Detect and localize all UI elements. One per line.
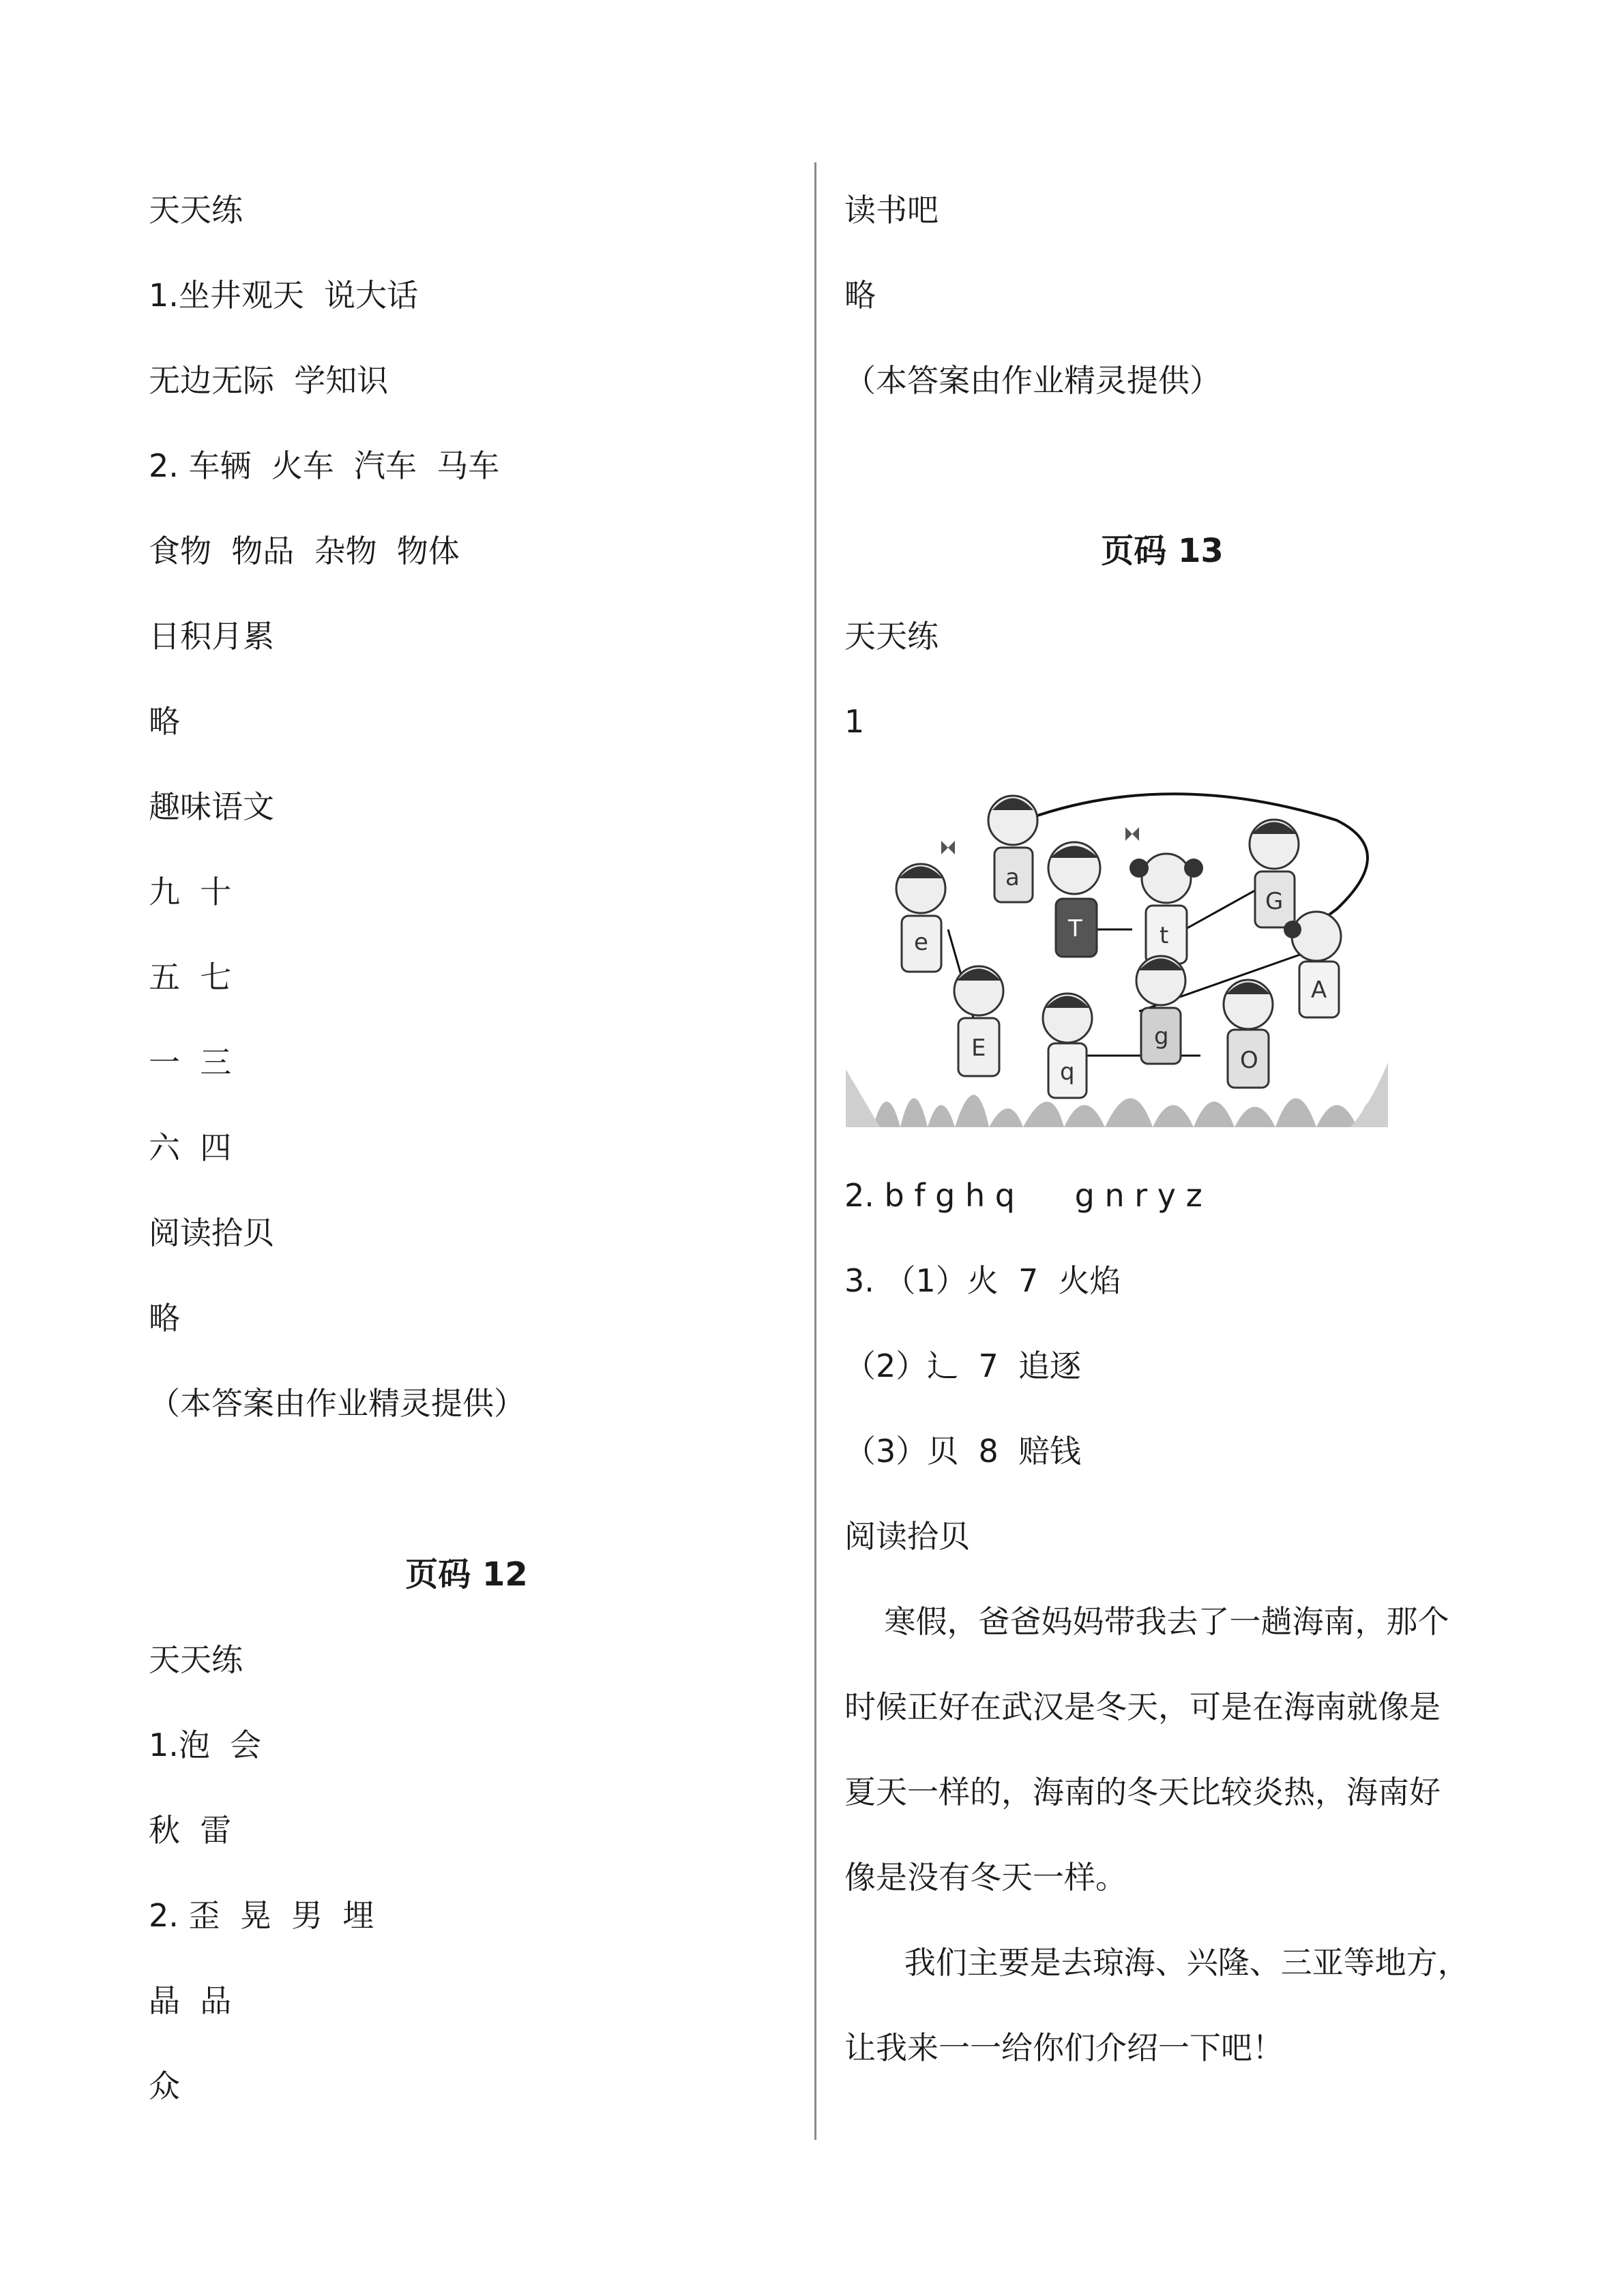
- answer-line: 一 三: [149, 1044, 232, 1081]
- letter-card: g: [1154, 1023, 1169, 1050]
- children-letters-illustration: [846, 783, 1388, 1127]
- letter-card: T: [1068, 915, 1082, 942]
- child-head: [1142, 854, 1191, 903]
- child-hair: [1130, 859, 1149, 878]
- answer-line: 略: [844, 277, 876, 314]
- section-label: 天天练: [844, 618, 939, 655]
- essay-line: 让我来一一给你们介绍一下吧！: [844, 2029, 1284, 2066]
- letter-card: E: [971, 1034, 986, 1062]
- section-label: 日积月累: [149, 618, 274, 655]
- answer-line: 1.泡 会: [149, 1727, 262, 1763]
- answer-line: 众: [149, 2068, 180, 2104]
- section-label: 阅读拾贝: [149, 1214, 274, 1251]
- answer-line: 3. （1）火 7 火焰: [844, 1262, 1121, 1299]
- essay-line: 时候正好在武汉是冬天，可是在海南就像是: [844, 1688, 1441, 1725]
- letter-card: t: [1160, 922, 1169, 949]
- answer-line: 九 十: [149, 874, 232, 910]
- letter-card: a: [1005, 864, 1020, 891]
- child-head: [1292, 912, 1341, 961]
- section-label: 阅读拾贝: [844, 1518, 970, 1555]
- answer-line: 五 七: [149, 959, 232, 996]
- child-figure: [954, 966, 1003, 1076]
- letter-card: e: [914, 929, 928, 956]
- source-note: （本答案由作业精灵提供）: [149, 1385, 525, 1422]
- letter-card: q: [1060, 1058, 1075, 1086]
- answer-line: 略: [149, 703, 180, 740]
- answer-line: 食物 物品 杂物 物体: [149, 533, 460, 569]
- essay-line: 寒假，爸爸妈妈带我去了一趟海南，那个: [844, 1603, 1449, 1640]
- answer-line: 六 四: [149, 1129, 232, 1166]
- source-note: （本答案由作业精灵提供）: [844, 362, 1221, 399]
- question-number: 1: [844, 703, 865, 740]
- child-hair: [1284, 921, 1301, 938]
- answer-line: 1.坐井观天 说大话: [149, 277, 419, 314]
- child-figure: [1250, 820, 1299, 927]
- child-figure: [1136, 956, 1185, 1064]
- answer-line: （3）贝 8 赔钱: [844, 1433, 1082, 1470]
- answer-line: 2. 歪 晃 男 埋: [149, 1897, 374, 1934]
- essay-line: 像是没有冬天一样。: [844, 1859, 1127, 1896]
- page-heading-13: 页码 13: [1101, 532, 1224, 570]
- child-figure: [896, 864, 945, 972]
- answer-line: （2）辶 7 追逐: [844, 1347, 1082, 1384]
- section-label: 天天练: [149, 1641, 243, 1678]
- section-label: 趣味语文: [149, 788, 274, 825]
- essay-line: 我们主要是去琼海、兴隆、三亚等地方，: [844, 1944, 1469, 1981]
- child-figure: [1043, 994, 1092, 1098]
- answer-line: 2. b f g h q g n r y z: [844, 1177, 1202, 1214]
- page-heading-12: 页码 12: [405, 1555, 528, 1594]
- column-divider: [814, 162, 816, 2140]
- letter-card: A: [1311, 976, 1327, 1004]
- section-label: 天天练: [149, 192, 243, 228]
- illustration-svg: [846, 783, 1388, 1127]
- child-figure: [1224, 980, 1273, 1088]
- letter-card: G: [1265, 888, 1284, 915]
- answer-line: 晶 品: [149, 1982, 232, 2019]
- answer-line: 无边无际 学知识: [149, 362, 389, 399]
- essay-line: 夏天一样的，海南的冬天比较炎热，海南好: [844, 1774, 1441, 1810]
- answer-line: 略: [149, 1300, 180, 1337]
- section-label: 读书吧: [844, 192, 939, 228]
- letter-card: O: [1240, 1047, 1258, 1074]
- answer-line: 2. 车辆 火车 汽车 马车: [149, 447, 500, 484]
- child-figure: [988, 796, 1037, 902]
- answer-line: 秋 雷: [149, 1812, 232, 1849]
- child-hair: [1184, 859, 1203, 878]
